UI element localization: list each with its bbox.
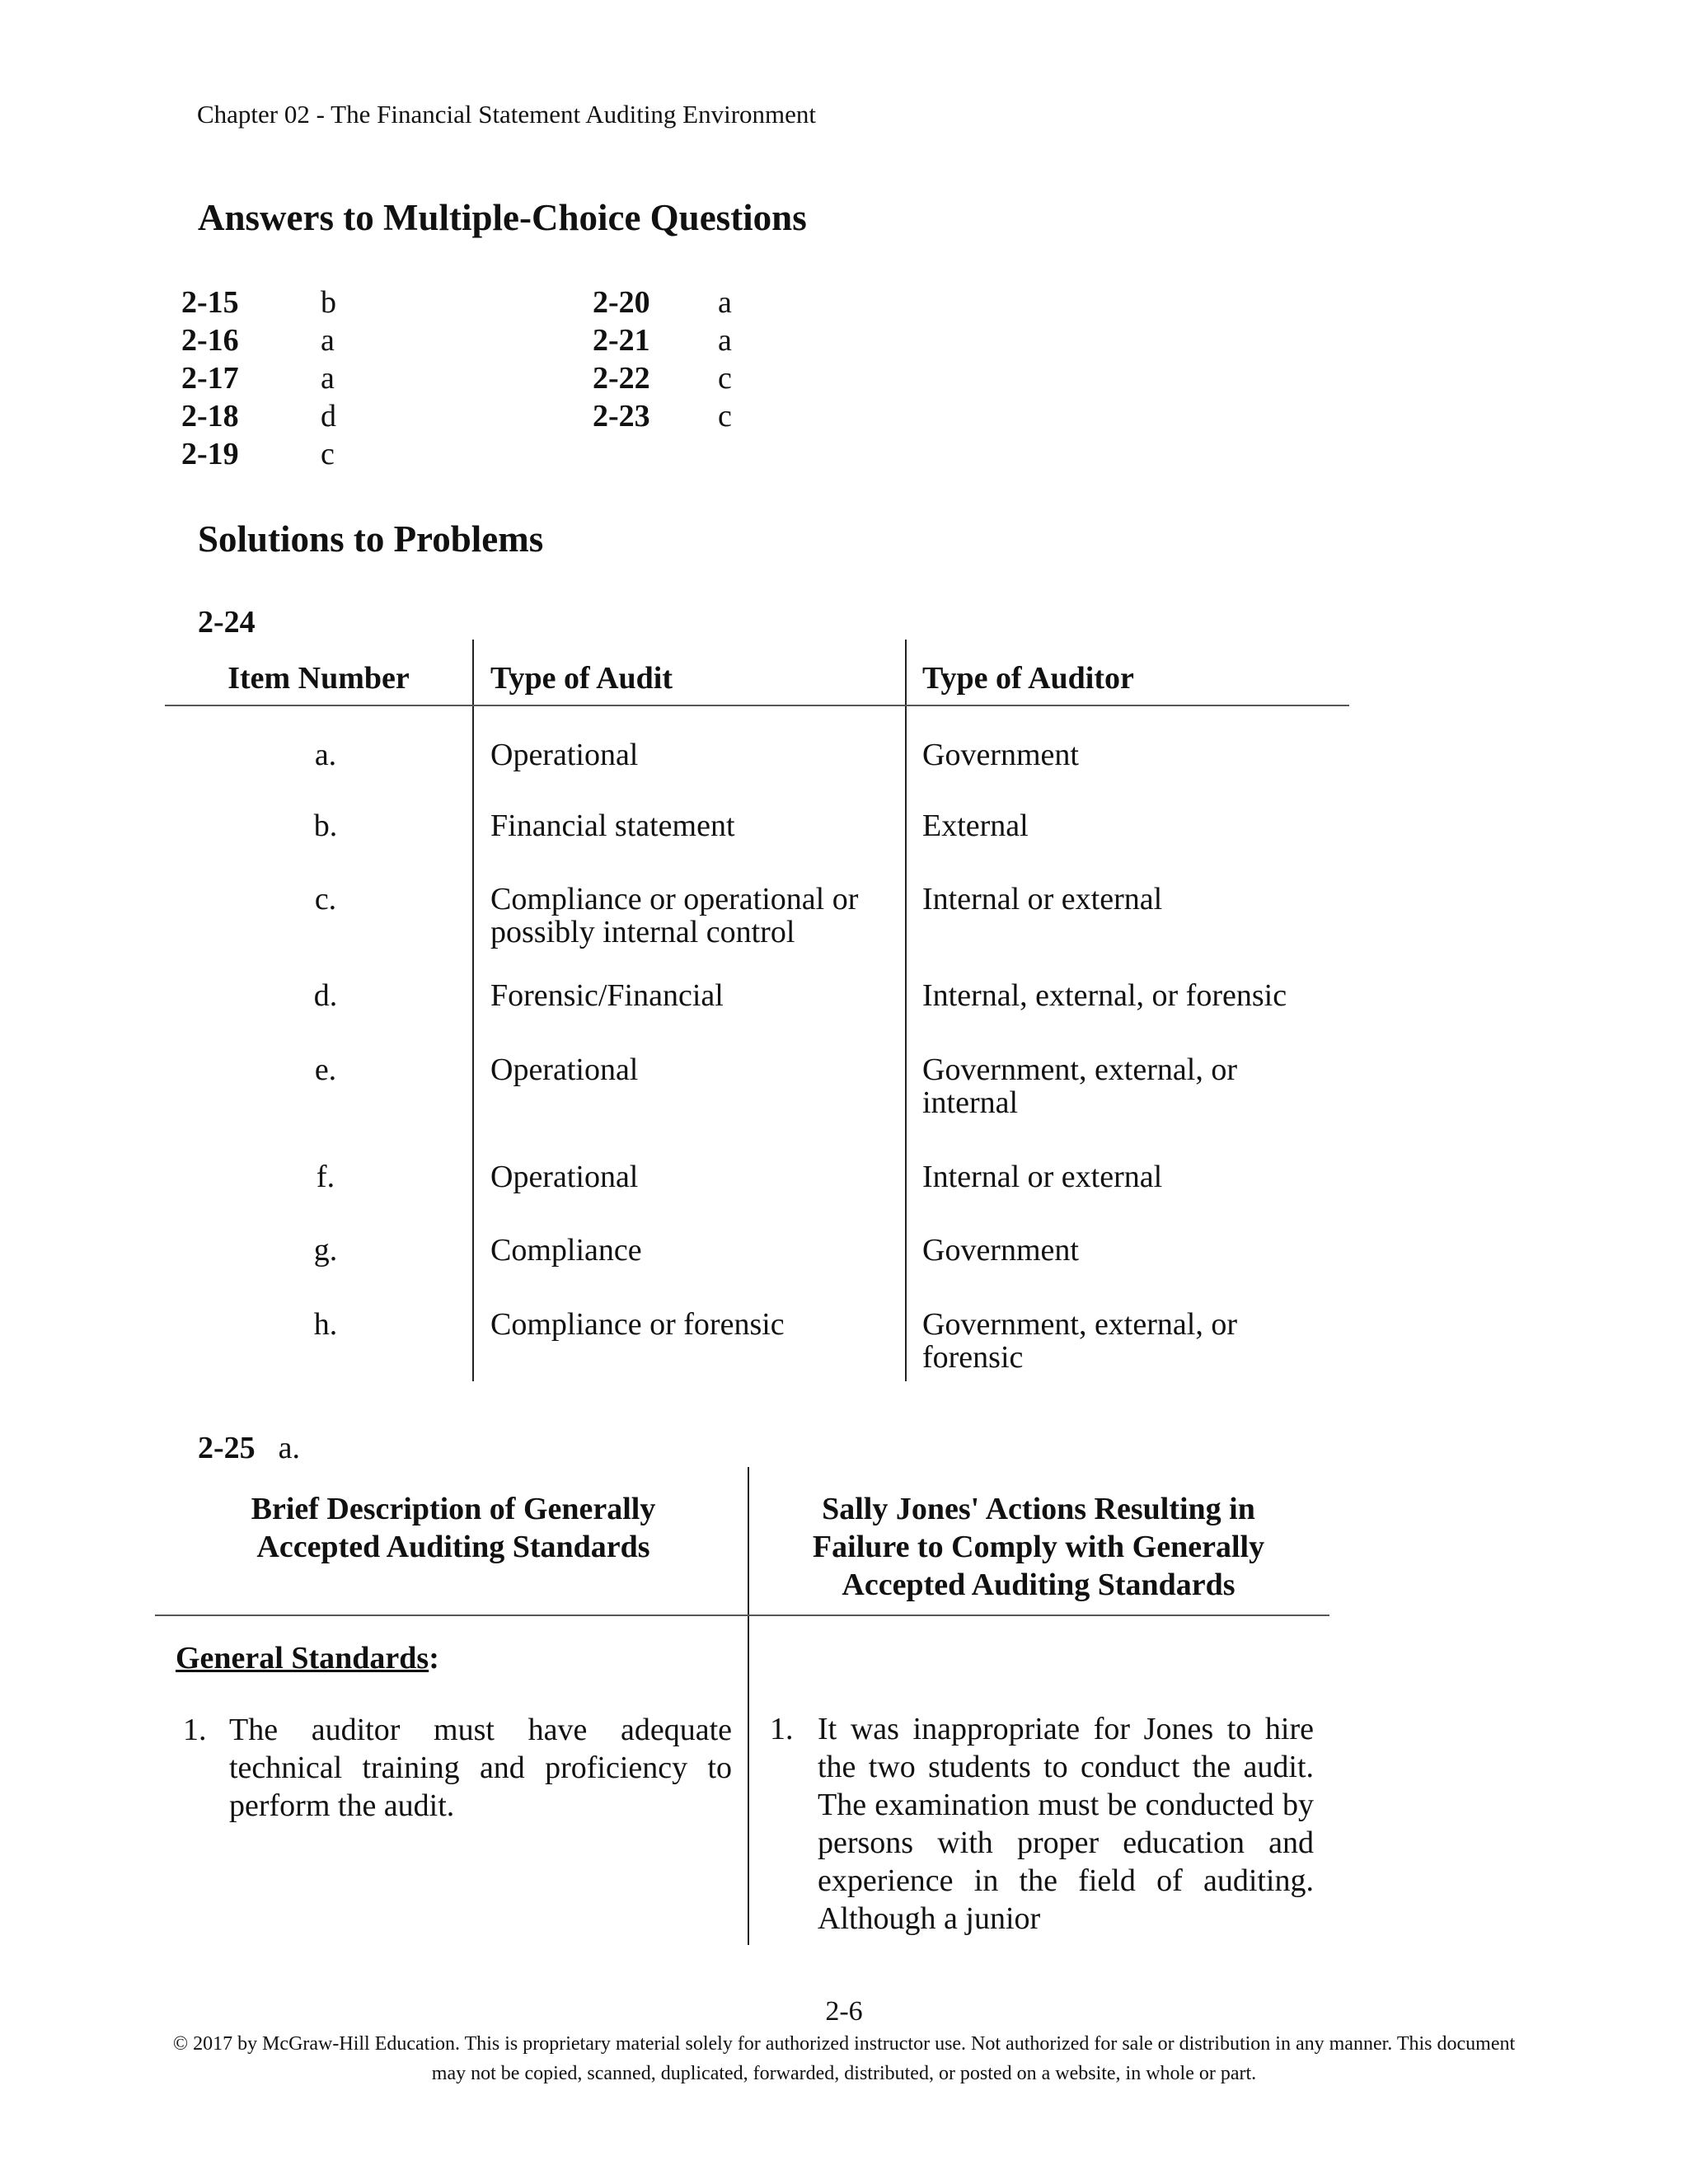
column-header-type-of-audit: Type of Audit [490,661,673,696]
table-cell-item: g. [313,1233,338,1268]
table-cell-audit-type: Forensic/Financial [490,978,724,1013]
table-cell-item: e. [314,1052,337,1087]
problem-number: 2-25 [198,1431,256,1465]
mc-question-number: 2-22 [593,361,650,396]
column-header-sally-jones-actions: Sally Jones' Actions Resulting in Failure to Comply with Generally Accepted Auditing Standards [812,1492,1265,1602]
mc-answer: a [718,323,732,358]
mc-question-number: 2-17 [181,361,239,396]
sally-jones-action-text: It was inappropriate for Jones to hire the two students to conduct the audit. The examination must be conducted by persons with proper education and experience in the field of auditing. Although a junior [818,1712,1314,1936]
mc-answer: c [718,399,732,434]
page-number: 2-6 [825,1996,863,2027]
sally-jones-action-item [770,1710,1314,1938]
table-cell-auditor-type: Internal or external [922,882,1163,916]
column-header-gaas-description: Brief Description of Generally Accepted Auditing Standards [251,1492,656,1564]
table-cell-auditor-type: External [922,808,1029,843]
table-column-divider [748,1467,749,1945]
list-number: 1. [183,1713,207,1747]
table-column-divider [472,640,474,1381]
general-standards-label: General Standards [176,1641,429,1675]
table-cell-audit-type: Compliance or operational or possibly internal control [490,882,859,949]
table-cell-item: f. [316,1160,335,1194]
mc-question-number: 2-23 [593,399,650,434]
solutions-section-title: Solutions to Problems [198,518,544,560]
table-cell-audit-type: Operational [490,1052,639,1087]
gaas-standard-item [183,1711,732,1825]
mc-answer: a [321,323,335,358]
copyright-notice: © 2017 by McGraw-Hill Education. This is proprietary material solely for authorized instructor use. Not authorized for sale or distribution in any manner. This document may not be copied, scanned, duplicated, forwarded, distributed, or posted on a website, in whole or part. [172,2033,1516,2084]
table-cell-auditor-type: Government [922,1233,1079,1268]
mc-answer: a [321,361,335,396]
table-cell-audit-type: Financial statement [490,808,735,843]
table-cell-item: b. [313,808,338,843]
table-cell-audit-type: Operational [490,1160,639,1194]
table-cell-auditor-type: Government, external, or internal [922,1052,1237,1120]
table-cell-item: a. [314,738,337,772]
table-cell-auditor-type: Government, external, or forensic [922,1307,1237,1375]
mc-section-title: Answers to Multiple-Choice Questions [198,197,807,238]
problem-part: a. [278,1431,301,1465]
table-header-rule [165,705,1349,706]
table-cell-audit-type: Operational [490,738,639,772]
problem-2-24-label: 2-24 [198,605,256,640]
table-cell-item: c. [314,882,337,916]
gaas-standard-text: The auditor must have adequate technical training and proficiency to perform the audit. [229,1713,732,1823]
mc-answer: b [321,285,336,320]
mc-answer: d [321,399,336,434]
mc-question-number: 2-21 [593,323,650,358]
mc-question-number: 2-15 [181,285,239,320]
chapter-header: Chapter 02 - The Financial Statement Auditing Environment [197,100,817,129]
mc-answer: c [718,361,732,396]
mc-question-number: 2-18 [181,399,239,434]
table-cell-audit-type: Compliance or forensic [490,1307,785,1342]
mc-question-number: 2-19 [181,437,239,471]
mc-question-number: 2-16 [181,323,239,358]
mc-question-number: 2-20 [593,285,650,320]
table-cell-auditor-type: Internal, external, or forensic [922,978,1287,1013]
table-cell-item: d. [313,978,338,1013]
table-cell-item: h. [313,1307,338,1342]
table-cell-auditor-type: Internal or external [922,1160,1163,1194]
mc-answer: a [718,285,732,320]
general-standards-heading: General Standards: [176,1641,439,1675]
table-header-rule [155,1615,1329,1616]
column-header-item-number: Item Number [227,661,410,696]
column-header-type-of-auditor: Type of Auditor [922,661,1134,696]
table-cell-audit-type: Compliance [490,1233,642,1268]
table-column-divider [905,640,907,1381]
table-cell-auditor-type: Government [922,738,1079,772]
list-number: 1. [770,1712,794,1746]
problem-2-25-label [198,1430,300,1466]
mc-answer: c [321,437,335,471]
